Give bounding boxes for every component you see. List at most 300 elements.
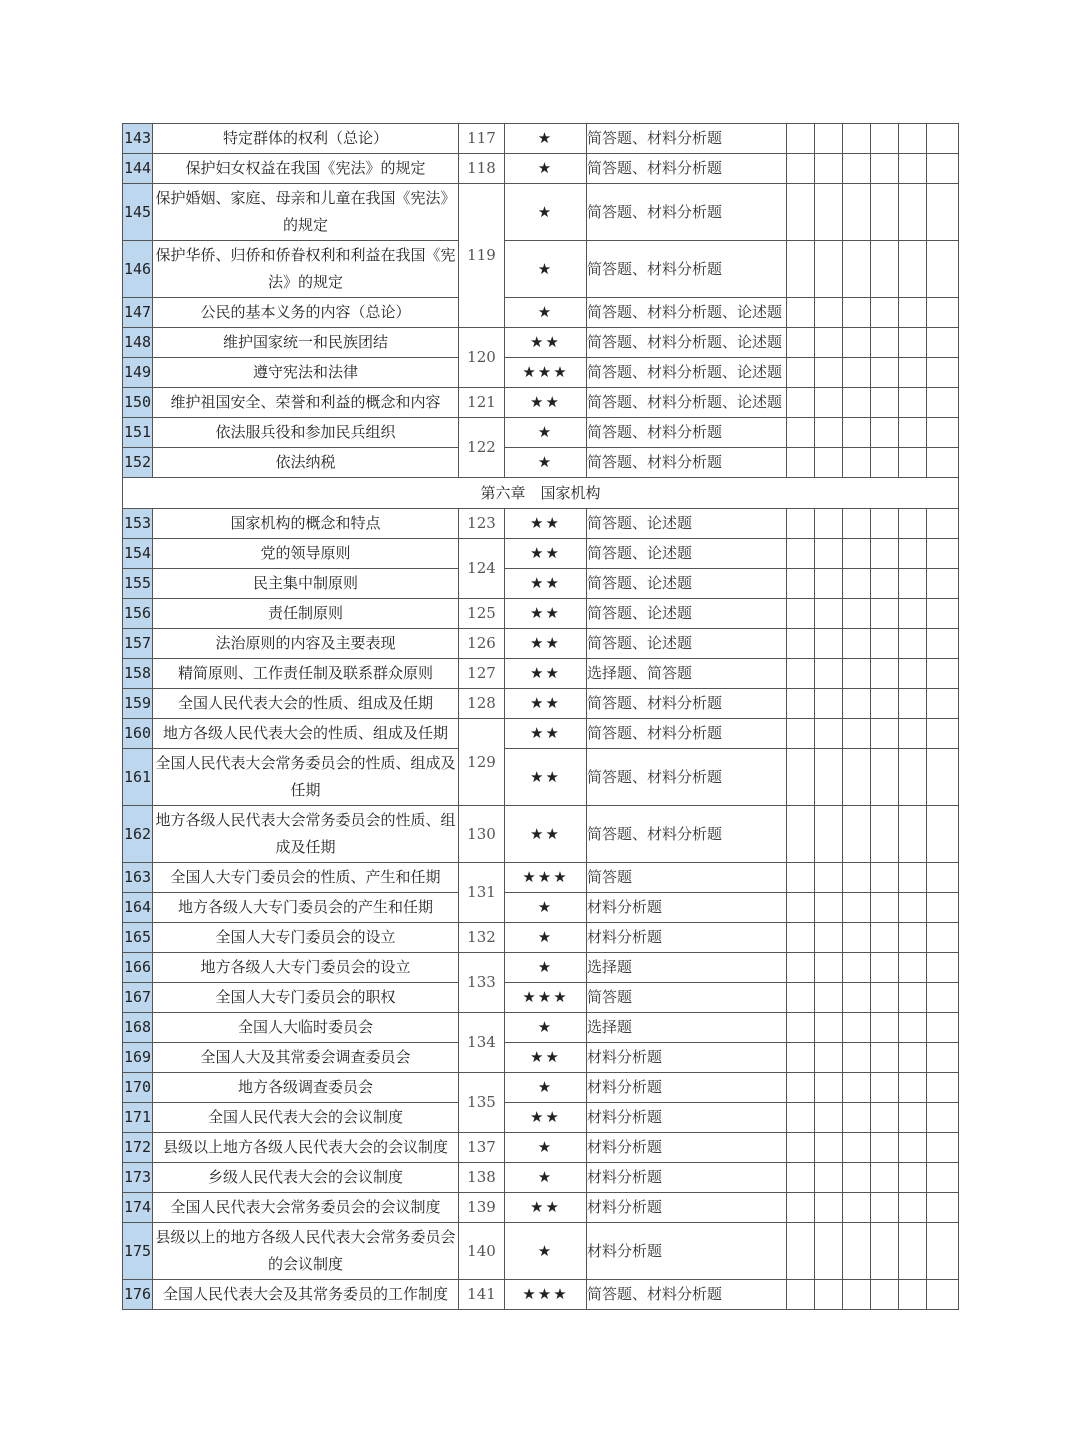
question-types: 简答题、材料分析题 [587, 806, 787, 863]
topic-cell: 全国人大专门委员会的性质、产生和任期 [153, 863, 459, 893]
row-number: 161 [123, 749, 153, 806]
review-checkbox-cell[interactable] [927, 863, 959, 893]
review-checkbox-cell[interactable] [871, 983, 899, 1013]
importance-stars: ★★★ [505, 863, 587, 893]
review-checkbox-cell[interactable] [899, 1043, 927, 1073]
question-types: 材料分析题 [587, 893, 787, 923]
review-checkbox-cell[interactable] [899, 569, 927, 599]
importance-stars: ★ [505, 1013, 587, 1043]
review-checkbox-cell[interactable] [787, 241, 815, 298]
page-cell: 127 [459, 659, 505, 689]
review-checkbox-cell[interactable] [843, 154, 871, 184]
review-checkbox-cell[interactable] [871, 629, 899, 659]
review-checkbox-cell[interactable] [927, 893, 959, 923]
review-checkbox-cell[interactable] [899, 328, 927, 358]
review-checkbox-cell[interactable] [843, 983, 871, 1013]
review-checkbox-cell[interactable] [927, 1280, 959, 1310]
review-checkbox-cell[interactable] [815, 358, 843, 388]
importance-stars: ★ [505, 953, 587, 983]
review-checkbox-cell[interactable] [815, 328, 843, 358]
table-row [123, 689, 959, 719]
row-number: 159 [123, 689, 153, 719]
review-checkbox-cell[interactable] [843, 923, 871, 953]
question-types: 简答题 [587, 983, 787, 1013]
review-checkbox-cell[interactable] [899, 1163, 927, 1193]
page-cell: 124 [459, 539, 505, 599]
topic-cell: 国家机构的概念和特点 [153, 509, 459, 539]
review-checkbox-cell[interactable] [871, 298, 899, 328]
row-number: 152 [123, 448, 153, 478]
review-checkbox-cell[interactable] [815, 569, 843, 599]
page-cell: 138 [459, 1163, 505, 1193]
row-number: 168 [123, 1013, 153, 1043]
review-checkbox-cell[interactable] [787, 719, 815, 749]
review-checkbox-cell[interactable] [815, 448, 843, 478]
topic-cell: 地方各级人民代表大会常务委员会的性质、组成及任期 [153, 806, 459, 863]
importance-stars: ★★ [505, 1043, 587, 1073]
review-checkbox-cell[interactable] [871, 1280, 899, 1310]
review-checkbox-cell[interactable] [871, 599, 899, 629]
importance-stars: ★★ [505, 749, 587, 806]
table-row [123, 1133, 959, 1163]
review-checkbox-cell[interactable] [843, 749, 871, 806]
question-types: 选择题 [587, 1013, 787, 1043]
review-checkbox-cell[interactable] [871, 1103, 899, 1133]
table-row [123, 1223, 959, 1280]
review-checkbox-cell[interactable] [899, 689, 927, 719]
review-checkbox-cell[interactable] [815, 509, 843, 539]
importance-stars: ★ [505, 184, 587, 241]
review-checkbox-cell[interactable] [787, 124, 815, 154]
review-checkbox-cell[interactable] [843, 448, 871, 478]
review-checkbox-cell[interactable] [843, 599, 871, 629]
table-row [123, 1103, 959, 1133]
review-checkbox-cell[interactable] [843, 689, 871, 719]
review-checkbox-cell[interactable] [787, 659, 815, 689]
review-checkbox-cell[interactable] [843, 1133, 871, 1163]
review-checkbox-cell[interactable] [815, 1103, 843, 1133]
review-checkbox-cell[interactable] [843, 1223, 871, 1280]
review-checkbox-cell[interactable] [843, 806, 871, 863]
review-checkbox-cell[interactable] [871, 953, 899, 983]
review-checkbox-cell[interactable] [843, 1280, 871, 1310]
review-checkbox-cell[interactable] [787, 806, 815, 863]
review-checkbox-cell[interactable] [843, 1103, 871, 1133]
review-checkbox-cell[interactable] [843, 659, 871, 689]
table-row [123, 418, 959, 448]
review-checkbox-cell[interactable] [815, 1223, 843, 1280]
review-checkbox-cell[interactable] [899, 806, 927, 863]
importance-stars: ★ [505, 1133, 587, 1163]
review-checkbox-cell[interactable] [787, 1043, 815, 1073]
review-checkbox-cell[interactable] [787, 953, 815, 983]
review-checkbox-cell[interactable] [787, 1013, 815, 1043]
review-checkbox-cell[interactable] [871, 1163, 899, 1193]
review-checkbox-cell[interactable] [843, 1163, 871, 1193]
row-number: 153 [123, 509, 153, 539]
review-checkbox-cell[interactable] [787, 184, 815, 241]
review-checkbox-cell[interactable] [815, 1073, 843, 1103]
page-cell: 128 [459, 689, 505, 719]
importance-stars: ★ [505, 893, 587, 923]
review-checkbox-cell[interactable] [899, 953, 927, 983]
importance-stars: ★ [505, 448, 587, 478]
review-checkbox-cell[interactable] [843, 1193, 871, 1223]
row-number: 156 [123, 599, 153, 629]
review-checkbox-cell[interactable] [787, 358, 815, 388]
review-checkbox-cell[interactable] [787, 863, 815, 893]
review-checkbox-cell[interactable] [787, 1280, 815, 1310]
review-checkbox-cell[interactable] [815, 893, 843, 923]
review-checkbox-cell[interactable] [871, 1073, 899, 1103]
importance-stars: ★★ [505, 719, 587, 749]
review-checkbox-cell[interactable] [927, 184, 959, 241]
review-checkbox-cell[interactable] [899, 358, 927, 388]
review-checkbox-cell[interactable] [871, 923, 899, 953]
review-checkbox-cell[interactable] [843, 1043, 871, 1073]
topic-cell: 全国人民代表大会及其常务委员的工作制度 [153, 1280, 459, 1310]
review-checkbox-cell[interactable] [871, 418, 899, 448]
importance-stars: ★★ [505, 539, 587, 569]
question-types: 选择题 [587, 953, 787, 983]
row-number: 146 [123, 241, 153, 298]
review-checkbox-cell[interactable] [815, 418, 843, 448]
review-checkbox-cell[interactable] [787, 923, 815, 953]
review-checkbox-cell[interactable] [927, 569, 959, 599]
table-row [123, 539, 959, 569]
review-checkbox-cell[interactable] [899, 863, 927, 893]
review-checkbox-cell[interactable] [787, 893, 815, 923]
table-row [123, 659, 959, 689]
review-checkbox-cell[interactable] [787, 298, 815, 328]
review-checkbox-cell[interactable] [843, 298, 871, 328]
review-checkbox-cell[interactable] [927, 539, 959, 569]
table-row [123, 358, 959, 388]
review-checkbox-cell[interactable] [927, 1073, 959, 1103]
importance-stars: ★ [505, 923, 587, 953]
review-checkbox-cell[interactable] [843, 629, 871, 659]
row-number: 149 [123, 358, 153, 388]
review-checkbox-cell[interactable] [787, 1073, 815, 1103]
page-cell: 134 [459, 1013, 505, 1073]
review-checkbox-cell[interactable] [899, 1073, 927, 1103]
review-checkbox-cell[interactable] [927, 298, 959, 328]
review-checkbox-cell[interactable] [815, 1280, 843, 1310]
review-checkbox-cell[interactable] [787, 539, 815, 569]
review-checkbox-cell[interactable] [843, 893, 871, 923]
page-cell: 129 [459, 719, 505, 806]
review-checkbox-cell[interactable] [899, 599, 927, 629]
review-checkbox-cell[interactable] [787, 749, 815, 806]
review-checkbox-cell[interactable] [927, 448, 959, 478]
review-checkbox-cell[interactable] [815, 1163, 843, 1193]
topic-cell: 特定群体的权利（总论） [153, 124, 459, 154]
review-checkbox-cell[interactable] [787, 569, 815, 599]
review-checkbox-cell[interactable] [927, 953, 959, 983]
importance-stars: ★★ [505, 806, 587, 863]
review-checkbox-cell[interactable] [899, 629, 927, 659]
review-checkbox-cell[interactable] [899, 983, 927, 1013]
page-cell: 139 [459, 1193, 505, 1223]
importance-stars: ★★ [505, 689, 587, 719]
review-checkbox-cell[interactable] [787, 983, 815, 1013]
page-cell: 125 [459, 599, 505, 629]
review-checkbox-cell[interactable] [815, 689, 843, 719]
review-checkbox-cell[interactable] [927, 124, 959, 154]
review-checkbox-cell[interactable] [843, 539, 871, 569]
review-checkbox-cell[interactable] [815, 953, 843, 983]
review-checkbox-cell[interactable] [871, 448, 899, 478]
review-checkbox-cell[interactable] [927, 154, 959, 184]
question-types: 简答题、材料分析题、论述题 [587, 298, 787, 328]
review-checkbox-cell[interactable] [843, 418, 871, 448]
review-checkbox-cell[interactable] [899, 184, 927, 241]
review-checkbox-cell[interactable] [927, 923, 959, 953]
review-checkbox-cell[interactable] [843, 1013, 871, 1043]
review-checkbox-cell[interactable] [927, 388, 959, 418]
review-checkbox-cell[interactable] [927, 1103, 959, 1133]
review-checkbox-cell[interactable] [927, 1163, 959, 1193]
review-checkbox-cell[interactable] [927, 806, 959, 863]
question-types: 材料分析题 [587, 1103, 787, 1133]
review-checkbox-cell[interactable] [815, 184, 843, 241]
row-number: 173 [123, 1163, 153, 1193]
review-checkbox-cell[interactable] [927, 749, 959, 806]
review-checkbox-cell[interactable] [843, 1073, 871, 1103]
question-types: 材料分析题 [587, 1133, 787, 1163]
review-checkbox-cell[interactable] [927, 241, 959, 298]
review-checkbox-cell[interactable] [843, 124, 871, 154]
review-checkbox-cell[interactable] [871, 124, 899, 154]
page-cell: 123 [459, 509, 505, 539]
review-checkbox-cell[interactable] [899, 241, 927, 298]
question-types: 选择题、简答题 [587, 659, 787, 689]
topic-cell: 民主集中制原则 [153, 569, 459, 599]
row-number: 154 [123, 539, 153, 569]
table-row [123, 241, 959, 298]
review-checkbox-cell[interactable] [815, 1133, 843, 1163]
review-checkbox-cell[interactable] [815, 659, 843, 689]
review-checkbox-cell[interactable] [871, 863, 899, 893]
review-checkbox-cell[interactable] [899, 298, 927, 328]
review-checkbox-cell[interactable] [899, 1223, 927, 1280]
review-checkbox-cell[interactable] [843, 241, 871, 298]
review-checkbox-cell[interactable] [871, 1043, 899, 1073]
importance-stars: ★ [505, 1163, 587, 1193]
review-checkbox-cell[interactable] [815, 154, 843, 184]
review-checkbox-cell[interactable] [787, 328, 815, 358]
topic-cell: 地方各级调查委员会 [153, 1073, 459, 1103]
review-checkbox-cell[interactable] [871, 569, 899, 599]
review-checkbox-cell[interactable] [787, 418, 815, 448]
review-checkbox-cell[interactable] [815, 1193, 843, 1223]
question-types: 简答题、材料分析题、论述题 [587, 328, 787, 358]
review-checkbox-cell[interactable] [871, 358, 899, 388]
review-checkbox-cell[interactable] [843, 328, 871, 358]
table-row [123, 923, 959, 953]
question-types: 简答题 [587, 863, 787, 893]
review-checkbox-cell[interactable] [899, 923, 927, 953]
review-checkbox-cell[interactable] [815, 388, 843, 418]
review-checkbox-cell[interactable] [871, 154, 899, 184]
review-checkbox-cell[interactable] [927, 599, 959, 629]
review-checkbox-cell[interactable] [787, 599, 815, 629]
review-checkbox-cell[interactable] [927, 1043, 959, 1073]
review-checkbox-cell[interactable] [899, 509, 927, 539]
review-checkbox-cell[interactable] [871, 1193, 899, 1223]
review-checkbox-cell[interactable] [899, 124, 927, 154]
review-checkbox-cell[interactable] [815, 983, 843, 1013]
review-checkbox-cell[interactable] [899, 893, 927, 923]
row-number: 163 [123, 863, 153, 893]
row-number: 166 [123, 953, 153, 983]
review-checkbox-cell[interactable] [787, 509, 815, 539]
review-checkbox-cell[interactable] [871, 689, 899, 719]
review-checkbox-cell[interactable] [871, 749, 899, 806]
review-checkbox-cell[interactable] [843, 719, 871, 749]
review-checkbox-cell[interactable] [815, 806, 843, 863]
review-checkbox-cell[interactable] [899, 388, 927, 418]
review-checkbox-cell[interactable] [927, 1193, 959, 1223]
review-checkbox-cell[interactable] [815, 719, 843, 749]
review-checkbox-cell[interactable] [927, 689, 959, 719]
review-checkbox-cell[interactable] [843, 358, 871, 388]
review-checkbox-cell[interactable] [899, 154, 927, 184]
importance-stars: ★★ [505, 509, 587, 539]
review-checkbox-cell[interactable] [899, 1193, 927, 1223]
topic-cell: 责任制原则 [153, 599, 459, 629]
topic-cell: 党的领导原则 [153, 539, 459, 569]
review-checkbox-cell[interactable] [899, 448, 927, 478]
review-checkbox-cell[interactable] [899, 659, 927, 689]
review-checkbox-cell[interactable] [787, 1223, 815, 1280]
table-row [123, 1193, 959, 1223]
review-checkbox-cell[interactable] [815, 923, 843, 953]
review-checkbox-cell[interactable] [843, 569, 871, 599]
review-checkbox-cell[interactable] [899, 418, 927, 448]
review-checkbox-cell[interactable] [787, 1193, 815, 1223]
review-checkbox-cell[interactable] [899, 719, 927, 749]
review-checkbox-cell[interactable] [815, 629, 843, 659]
table-row [123, 1280, 959, 1310]
topic-cell: 法治原则的内容及主要表现 [153, 629, 459, 659]
review-checkbox-cell[interactable] [787, 689, 815, 719]
review-checkbox-cell[interactable] [787, 1103, 815, 1133]
review-checkbox-cell[interactable] [899, 1133, 927, 1163]
review-checkbox-cell[interactable] [871, 1133, 899, 1163]
importance-stars: ★ [505, 1223, 587, 1280]
table-row [123, 1163, 959, 1193]
review-checkbox-cell[interactable] [899, 1013, 927, 1043]
review-checkbox-cell[interactable] [787, 448, 815, 478]
topic-cell: 全国人民代表大会的性质、组成及任期 [153, 689, 459, 719]
review-checkbox-cell[interactable] [927, 1223, 959, 1280]
review-checkbox-cell[interactable] [871, 328, 899, 358]
review-checkbox-cell[interactable] [871, 719, 899, 749]
review-checkbox-cell[interactable] [815, 1013, 843, 1043]
review-checkbox-cell[interactable] [927, 629, 959, 659]
review-checkbox-cell[interactable] [871, 1223, 899, 1280]
topic-cell: 县级以上地方各级人民代表大会的会议制度 [153, 1133, 459, 1163]
review-checkbox-cell[interactable] [815, 298, 843, 328]
importance-stars: ★★★ [505, 358, 587, 388]
table-row [123, 1073, 959, 1103]
topic-cell: 遵守宪法和法律 [153, 358, 459, 388]
importance-stars: ★ [505, 418, 587, 448]
question-types: 简答题、材料分析题、论述题 [587, 358, 787, 388]
question-types: 简答题、材料分析题 [587, 154, 787, 184]
table-row [123, 806, 959, 863]
review-checkbox-cell[interactable] [899, 1103, 927, 1133]
review-checkbox-cell[interactable] [843, 953, 871, 983]
table-row [123, 448, 959, 478]
review-checkbox-cell[interactable] [787, 629, 815, 659]
review-checkbox-cell[interactable] [927, 719, 959, 749]
importance-stars: ★ [505, 1073, 587, 1103]
review-checkbox-cell[interactable] [843, 184, 871, 241]
review-checkbox-cell[interactable] [787, 1163, 815, 1193]
review-checkbox-cell[interactable] [787, 388, 815, 418]
review-checkbox-cell[interactable] [871, 184, 899, 241]
review-checkbox-cell[interactable] [927, 418, 959, 448]
review-checkbox-cell[interactable] [815, 599, 843, 629]
review-checkbox-cell[interactable] [815, 1043, 843, 1073]
review-checkbox-cell[interactable] [871, 539, 899, 569]
topic-cell: 维护祖国安全、荣誉和利益的概念和内容 [153, 388, 459, 418]
review-checkbox-cell[interactable] [815, 863, 843, 893]
review-checkbox-cell[interactable] [871, 241, 899, 298]
question-types: 简答题、材料分析题 [587, 124, 787, 154]
review-checkbox-cell[interactable] [787, 1133, 815, 1163]
review-checkbox-cell[interactable] [899, 749, 927, 806]
review-checkbox-cell[interactable] [927, 358, 959, 388]
review-checkbox-cell[interactable] [871, 659, 899, 689]
review-checkbox-cell[interactable] [815, 124, 843, 154]
review-checkbox-cell[interactable] [815, 749, 843, 806]
review-checkbox-cell[interactable] [927, 328, 959, 358]
review-checkbox-cell[interactable] [927, 1013, 959, 1043]
row-number: 148 [123, 328, 153, 358]
review-checkbox-cell[interactable] [787, 154, 815, 184]
review-checkbox-cell[interactable] [815, 241, 843, 298]
review-checkbox-cell[interactable] [843, 509, 871, 539]
review-checkbox-cell[interactable] [899, 1280, 927, 1310]
review-checkbox-cell[interactable] [871, 1013, 899, 1043]
review-checkbox-cell[interactable] [815, 539, 843, 569]
question-types: 简答题、材料分析题 [587, 749, 787, 806]
importance-stars: ★ [505, 241, 587, 298]
review-checkbox-cell[interactable] [927, 1133, 959, 1163]
review-checkbox-cell[interactable] [843, 863, 871, 893]
review-checkbox-cell[interactable] [927, 983, 959, 1013]
review-checkbox-cell[interactable] [843, 388, 871, 418]
review-checkbox-cell[interactable] [871, 388, 899, 418]
topic-cell: 全国人大临时委员会 [153, 1013, 459, 1043]
topic-cell: 全国人民代表大会的会议制度 [153, 1103, 459, 1133]
review-checkbox-cell[interactable] [871, 806, 899, 863]
review-checkbox-cell[interactable] [871, 509, 899, 539]
review-checkbox-cell[interactable] [927, 659, 959, 689]
review-checkbox-cell[interactable] [871, 893, 899, 923]
review-checkbox-cell[interactable] [927, 509, 959, 539]
row-number: 145 [123, 184, 153, 241]
chapter-row [123, 478, 959, 509]
chapter-title: 第六章 国家机构 [123, 478, 959, 509]
review-checkbox-cell[interactable] [899, 539, 927, 569]
page-cell: 122 [459, 418, 505, 478]
table-row [123, 154, 959, 184]
topic-cell: 依法纳税 [153, 448, 459, 478]
